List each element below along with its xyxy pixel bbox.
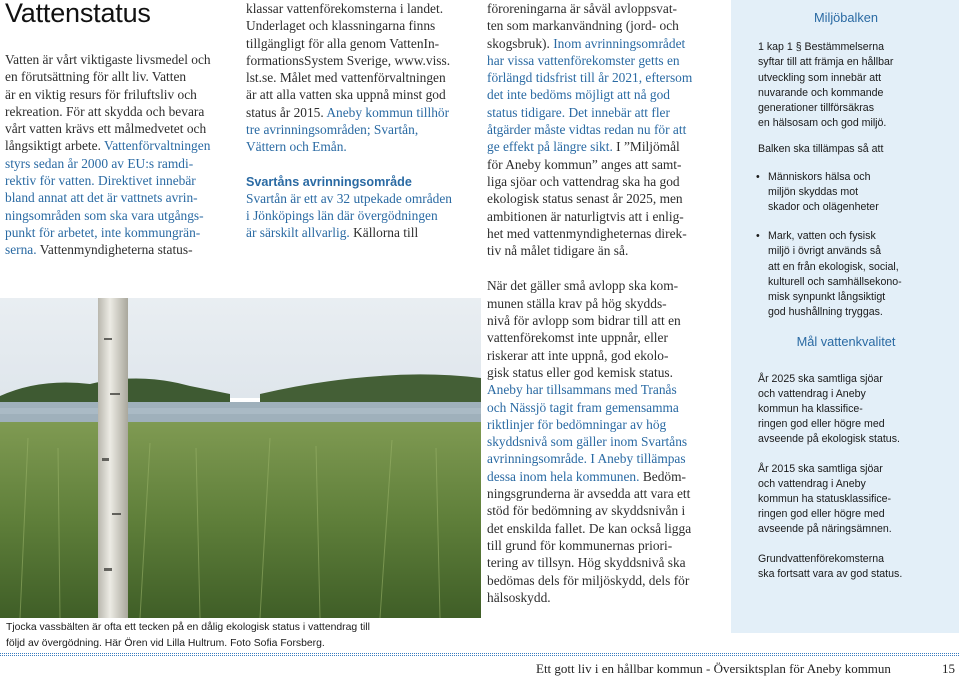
sidebar-paragraph: 1 kap 1 § Bestämmelserna syftar till att främja en hållbar utveckling som innebär att nuvarande och kommande generationer tillförsäkras en hälsosam och god miljö. bbox=[758, 41, 894, 130]
column-3-paragraph-2 bbox=[487, 277, 717, 606]
text-column-1 bbox=[5, 51, 235, 259]
page-footer bbox=[0, 645, 959, 679]
sidebar-panel bbox=[731, 0, 959, 633]
text-run: Vatten är vårt viktigaste livsmedel och en förutsättning för allt liv. Vatten är en viktig resurs för friluftsliv och rekreation. För att skydda och bevara vårt vatten krävs ett målmedvetet och långsiktigt arbete. bbox=[5, 52, 211, 154]
text-run-highlight: Svartån är ett av 32 utpekade områden i Jönköpings län där övergödningen är särskilt allvarlig. bbox=[246, 190, 452, 241]
footer-divider bbox=[0, 655, 959, 656]
column-2-paragraph bbox=[246, 0, 481, 156]
footer-title: Ett gott liv i en hållbar kommun - Översiktsplan för Aneby kommun bbox=[536, 661, 891, 676]
photo-caption: Tjocka vassbälten är ofta ett tecken på en dålig ekologisk status i vattendrag till följd av övergödning. Här Ören vid Lilla Hultrum. Foto Sofia Forsberg. bbox=[6, 622, 370, 649]
sidebar-goal: Grundvattenförekomsterna ska fortsatt vara av god status. bbox=[758, 552, 903, 580]
sidebar-bullet-text: Mark, vatten och fysisk miljö i övrigt används så att en från ekologisk, social, kulturell och samhällsekono- misk synpunkt långsiktigt god hushållning tryggas. bbox=[768, 230, 902, 319]
text-run: I ”Miljömål för Aneby kommun” anges att samt- liga sjöar och vattendrag ska ha god ekologisk status senast år 2025, men ambitionen är naturligtvis att i enlig- het med vattenmyndigheternas direk- tiv nå målet tidigare än så. bbox=[487, 139, 687, 259]
section-heading-svartan: Svartåns avrinningsområde bbox=[246, 174, 412, 189]
sidebar-goal: År 2015 ska samtliga sjöar och vattendrag i Aneby kommun ha statusklassifice- ringen god eller högre med avseende på näringsämnen. bbox=[758, 462, 892, 536]
page-title: Vattenstatus bbox=[5, 0, 151, 28]
sidebar-paragraph: Balken ska tillämpas så att bbox=[758, 143, 884, 156]
bullet-icon: • bbox=[756, 170, 760, 183]
text-run: Bedöm- ningsgrunderna är avsedda att vara ett stöd för bedömning av skyddsnivån i det enskilda fallet. De kan också ligga till grund för kommunernas priori- tering av tillsyn. Hög skyddsnivå ska bedömas dels för miljöskydd, dels för hälsoskydd. bbox=[487, 468, 692, 605]
sidebar-bullet-item bbox=[758, 229, 938, 320]
text-run: klassar vattenförekomsterna i landet. Underlaget och klassningarna finns tillgängligt för alla genom VattenIn- formationsSystem Sverige, www.viss. lst.se. Målet med vattenförvaltningen är att alla vatten ska uppnå minst god status år 2015. bbox=[246, 1, 451, 120]
text-run-highlight: Inom avrinningsområdet har vissa vattenförekomster getts en förlängd tidsfrist till år 2021, eftersom det inte bedöms möjligt att nå god status tidigare. Det innebär att fler åtgärder måste vidtas redan nu för att ge effekt på längre sikt. bbox=[487, 35, 693, 155]
text-run: föroreningarna är såväl avloppsvat- ten som markanvändning (jord- och skogsbruk). bbox=[487, 1, 679, 51]
page-number: 15 bbox=[942, 661, 955, 676]
lake-photo bbox=[0, 298, 481, 618]
column-1-paragraph bbox=[5, 51, 235, 259]
sidebar-bullet-item bbox=[758, 170, 938, 216]
text-run-highlight: Aneby har tillsammans med Tranås och Nässjö tagit fram gemensamma riktlinjer för bedömningar av hög skyddsnivå som gäller inom Svartåns avrinningsområde. I Aneby tillämpas dessa inom hela kommunen. bbox=[487, 382, 688, 484]
footer-divider bbox=[0, 653, 959, 654]
column-2-paragraph-2 bbox=[246, 190, 481, 242]
lake-photo-illustration bbox=[0, 298, 481, 618]
sidebar-content bbox=[758, 0, 938, 582]
sidebar-heading-miljobalken: Miljöbalken bbox=[813, 10, 879, 25]
text-run: Källorna till bbox=[353, 225, 419, 241]
text-column-3 bbox=[487, 0, 717, 606]
sidebar-heading-mal-vattenkvalitet: Mål vattenkvalitet bbox=[796, 334, 896, 350]
sidebar-bullet-text: Människors hälsa och miljön skyddas mot skador och olägenheter bbox=[768, 170, 879, 214]
bullet-icon: • bbox=[756, 230, 760, 243]
text-column-2 bbox=[246, 0, 481, 242]
text-run-highlight: Aneby kommun tillhör tre avrinningsområden; Svartån, Vättern och Emån. bbox=[246, 104, 450, 155]
text-run-highlight: Vattenförvaltningen styrs sedan år 2000 av EU:s ramdi- rektiv för vatten. Direktivet innebär bland annat att det är vattnets avrin- ningsområden som ska vara utgångs- punkt för arbetet, inte kommungrän- serna. bbox=[5, 138, 211, 258]
text-run: När det gäller små avlopp ska kom- munen ställa krav på hög skydds- nivå för avlopp som bidrar till att en vattenförekomst inte uppnår, eller riskerar att inte uppnå, god ekolo- gisk status eller god kemisk status. bbox=[487, 278, 681, 380]
column-3-paragraph bbox=[487, 0, 717, 259]
text-run: Vattenmyndigheterna status- bbox=[39, 242, 193, 258]
sidebar-goal: År 2025 ska samtliga sjöar och vattendrag i Aneby kommun ha klassifice- ringen god eller högre med avseende på ekologisk status. bbox=[758, 372, 900, 446]
